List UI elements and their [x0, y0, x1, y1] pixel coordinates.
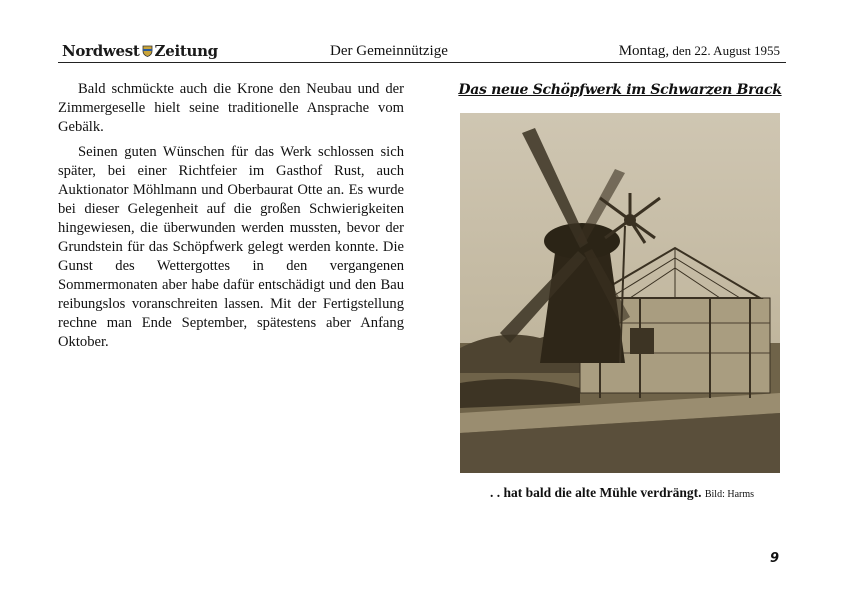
issue-date-rest: den 22. August 1955	[669, 43, 780, 58]
article-paragraph: Bald schmückte auch die Krone den Neubau und der Zimmergeselle hielt seine traditionelle Ansprache vom Gebälk.	[58, 81, 404, 135]
page-number: 9	[770, 551, 780, 566]
crest-icon	[142, 45, 153, 57]
masthead-left: Nordwest	[62, 42, 140, 60]
page-header	[58, 40, 786, 63]
issue-date-day: Montag,	[618, 43, 670, 59]
caption-text: . . hat bald die alte Mühle verdrängt.	[489, 485, 702, 500]
photo-caption	[452, 485, 792, 501]
supplement-title: Der Gemeinnützige	[330, 43, 448, 59]
article-text	[58, 80, 404, 358]
masthead-logo	[62, 42, 218, 60]
photo-title: Das neue Schöpfwerk im Schwarzen Brack	[458, 82, 782, 98]
photo-credit: Bild: Harms	[704, 489, 755, 500]
masthead-right: Zeitung	[154, 42, 218, 60]
article-paragraph: Seinen guten Wünschen für das Werk schlossen sich später, bei einer Richtfeier im Gasthof Rust, auch Auktionator Möhlmann und Oberbaurat Otte an. Es wurde bei dieser Gelegenheit auf die großen Schwierigkeiten hingewiesen, die überwunden werden mussten, bevor der Grundstein für das Schöpfwerk gelegt werden konnte. Die Gunst des Wettergottes in den vergangenen Sommermonaten aber habe dafür entschädigt und den Bau reibungslos voranschreiten lassen. Mit der Fertigstellung rechne man Ende September, spätestens aber Anfang Oktober.	[58, 144, 404, 350]
windmill-photo	[460, 113, 780, 473]
issue-date	[619, 43, 780, 60]
